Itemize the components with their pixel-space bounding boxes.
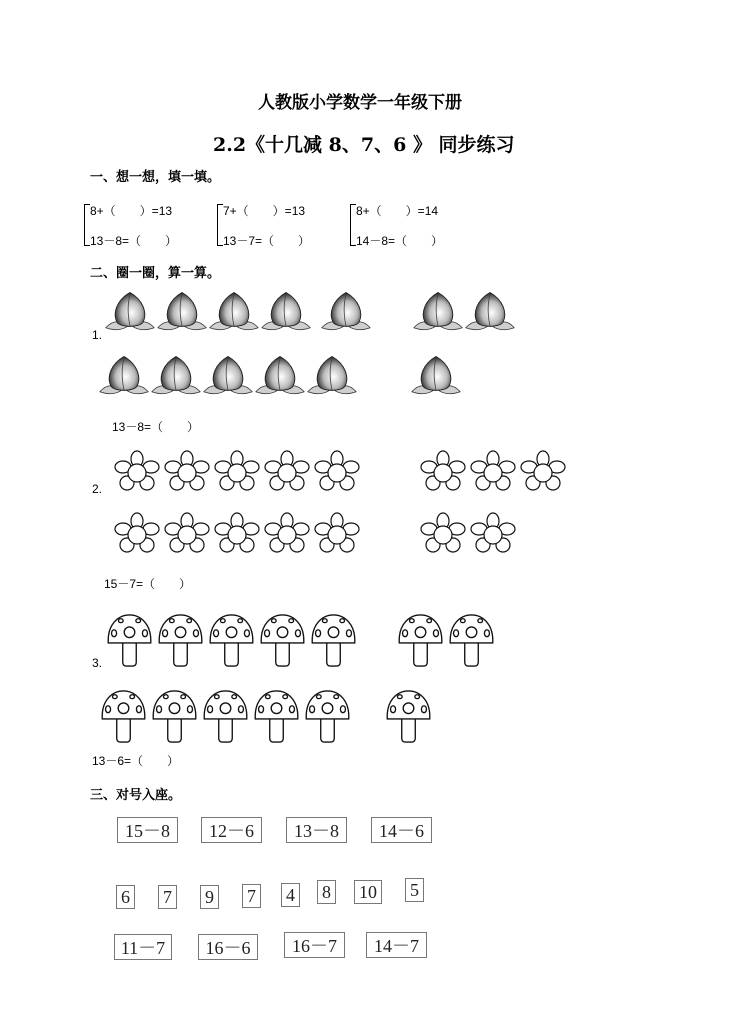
peach-icon — [254, 354, 306, 398]
mushroom-icon — [446, 612, 497, 668]
mushroom-icon — [383, 688, 434, 744]
mushroom-row — [104, 612, 497, 668]
peach-icon — [410, 354, 462, 398]
mushroom-icon — [104, 612, 155, 668]
flower-icon — [262, 450, 312, 494]
mushroom-icon — [206, 612, 257, 668]
document-subtitle: 2.2《十几减 8、7、6 》 同步练习 — [213, 134, 515, 156]
flower-icon — [418, 450, 468, 494]
peach-icon — [306, 354, 358, 398]
flower-icon — [312, 512, 362, 556]
flower-icon — [468, 450, 518, 494]
section-3-heading: 三、对号入座。 — [90, 788, 182, 803]
expression-card: 16－7 — [284, 932, 345, 958]
flower-icon — [518, 450, 568, 494]
mushroom-icon — [200, 688, 251, 744]
number-card: 7 — [158, 885, 177, 909]
number-card: 4 — [281, 883, 300, 907]
expression-card: 16－6 — [198, 934, 258, 960]
peach-icon — [412, 290, 464, 334]
mushroom-icon — [155, 612, 206, 668]
number-card: 9 — [200, 885, 219, 909]
peach-row — [104, 290, 516, 334]
flower-icon — [212, 450, 262, 494]
peach-icon — [202, 354, 254, 398]
mushroom-icon — [395, 612, 446, 668]
flower-icon — [262, 512, 312, 556]
peach-icon — [464, 290, 516, 334]
equation-bottom: 13－7=（ ） — [223, 234, 311, 248]
problem-equation: 15－7=（ ） — [104, 577, 192, 591]
flower-icon — [212, 512, 262, 556]
problem-equation: 13－6=（ ） — [92, 754, 180, 768]
flower-row — [112, 512, 518, 556]
flower-icon — [312, 450, 362, 494]
section-1-heading: 一、想一想，填一填。 — [90, 170, 221, 185]
section-2-heading: 二、圈一圈，算一算。 — [90, 266, 221, 281]
number-card: 10 — [354, 880, 382, 904]
mushroom-icon — [98, 688, 149, 744]
mushroom-icon — [149, 688, 200, 744]
expression-card: 11－7 — [114, 934, 172, 960]
problem-equation: 13－8=（ ） — [112, 420, 200, 434]
flower-icon — [162, 450, 212, 494]
peach-icon — [150, 354, 202, 398]
expression-card: 12－6 — [201, 817, 262, 843]
mushroom-row — [98, 688, 434, 744]
peach-icon — [98, 354, 150, 398]
flower-icon — [112, 450, 162, 494]
equation-bottom: 13－8=（ ） — [90, 234, 178, 248]
number-card: 7 — [242, 884, 261, 908]
expression-card: 13－8 — [286, 817, 347, 843]
problem-index: 3. — [92, 656, 103, 670]
equation-top: 7+（ ）=13 — [223, 204, 306, 218]
peach-icon — [104, 290, 156, 334]
peach-icon — [320, 290, 372, 334]
peach-icon — [156, 290, 208, 334]
mushroom-icon — [308, 612, 359, 668]
expression-card: 14－7 — [366, 932, 427, 958]
problem-index: 1. — [92, 328, 103, 342]
equation-top: 8+（ ）=14 — [356, 204, 439, 218]
peach-icon — [260, 290, 312, 334]
number-card: 8 — [317, 880, 336, 904]
document-title: 人教版小学数学一年级下册 — [258, 93, 462, 113]
mushroom-icon — [302, 688, 353, 744]
expression-card: 15－8 — [117, 817, 178, 843]
equation-top: 8+（ ）=13 — [90, 204, 173, 218]
peach-icon — [208, 290, 260, 334]
mushroom-icon — [251, 688, 302, 744]
equation-bottom: 14－8=（ ） — [356, 234, 444, 248]
number-card: 6 — [116, 885, 135, 909]
peach-row — [98, 354, 462, 398]
expression-card: 14－6 — [371, 817, 432, 843]
flower-row — [112, 450, 568, 494]
number-card: 5 — [405, 878, 424, 902]
flower-icon — [162, 512, 212, 556]
flower-icon — [112, 512, 162, 556]
mushroom-icon — [257, 612, 308, 668]
problem-index: 2. — [92, 482, 103, 496]
flower-icon — [468, 512, 518, 556]
flower-icon — [418, 512, 468, 556]
